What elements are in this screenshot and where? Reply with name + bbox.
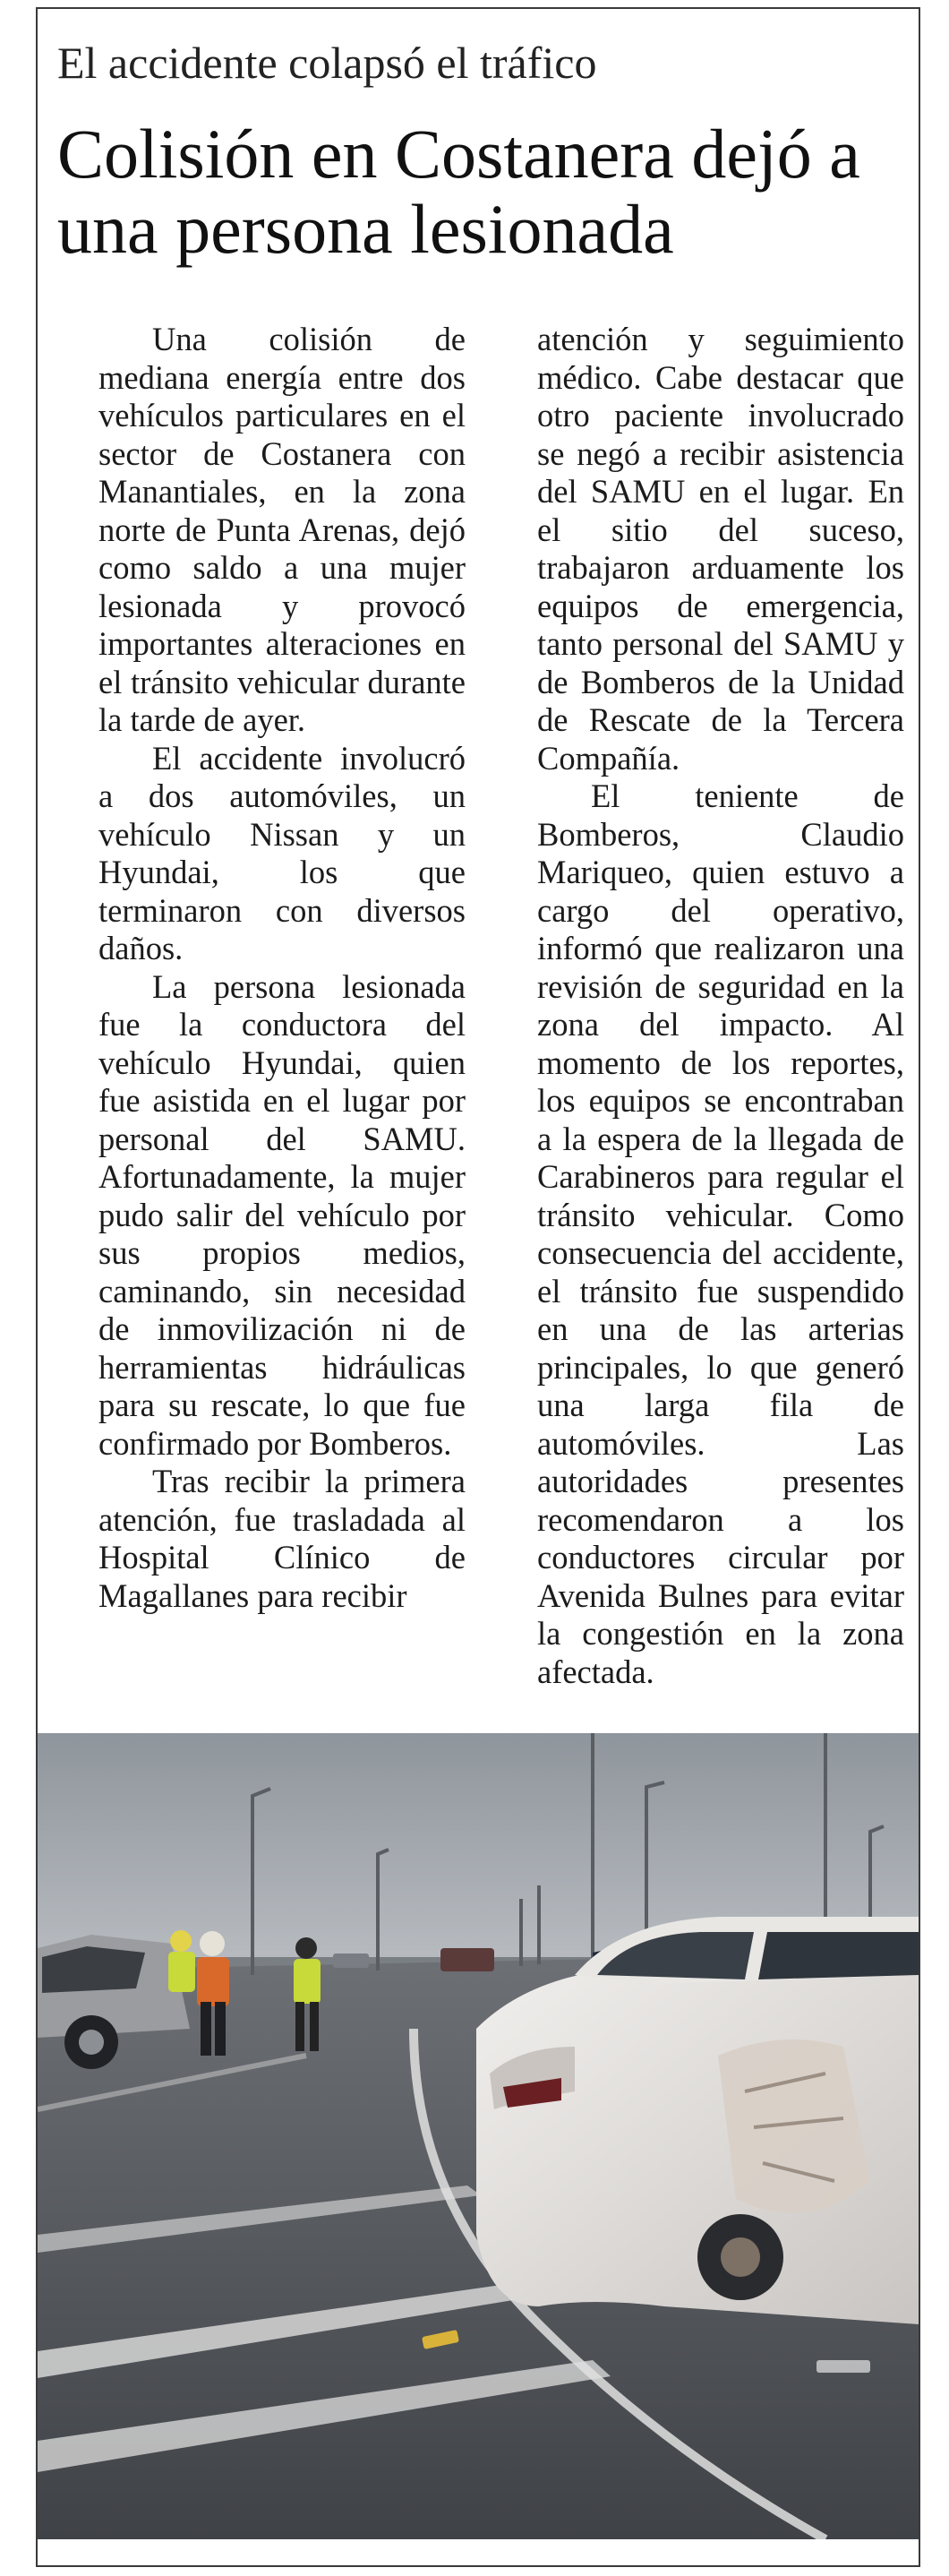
- article-column-1: [98, 321, 466, 1727]
- article-kicker: El accidente colapsó el tráfico: [57, 38, 597, 88]
- rescue-worker-yellow: [168, 1930, 195, 1992]
- article-column-2: [537, 321, 904, 1727]
- accident-scene-illustration: [38, 1733, 919, 2539]
- distant-car: [333, 1953, 369, 1968]
- paragraph: El teniente de Bomberos, Claudio Mariqueo, quien estuvo a cargo del operativo, informó que realizaron una revisión de seguridad en la zona del impacto. Al momento de los reportes, los equipos se encontraban a la espera de la llegada de Carabineros para regular el tránsito vehicular. Como consecuencia del accidente, el tránsito fue suspendido en una de las arterias principales, lo que generó una larga fila de automóviles. Las autoridades presentes recomendaron a los conductores circular por Avenida Bulnes para evitar la congestión en la zona afectada.: [537, 777, 904, 1690]
- paragraph: Una colisión de mediana energía entre dos vehículos particulares en el sector de Costanera con Manantiales, en la zona norte de Punta Arenas, dejó como saldo a una mujer lesionada y provocó importantes alteraciones en el tránsito vehicular durante la tarde de ayer.: [98, 321, 466, 738]
- article-body: [98, 321, 904, 1727]
- article-headline: Colisión en Costanera dejó a una persona lesionada: [57, 115, 860, 268]
- paragraph: La persona lesionada fue la conductora del vehículo Hyundai, quien fue asistida en el lugar por personal del SAMU. Afortunadamente, la mujer pudo salir del vehículo por sus propios medios, caminando, sin necesidad de inmovilización ni de herramientas hidráulicas para su rescate, lo que fue confirmado por Bomberos.: [98, 967, 466, 1462]
- paragraph: atención y seguimiento médico. Cabe destacar que otro paciente involucrado se negó a recibir asistencia del SAMU en el lugar. En el sitio del suceso, trabajaron arduamente los equipos de emergencia, tanto personal del SAMU y de Bomberos de la Unidad de Rescate de la Tercera Compañía.: [537, 321, 904, 777]
- paragraph: El accidente involucró a dos automóviles, un vehículo Nissan y un Hyundai, los que terminaron con diversos daños.: [98, 739, 466, 966]
- paragraph: Tras recibir la primera atención, fue trasladada al Hospital Clínico de Magallanes para recibir: [98, 1463, 466, 1614]
- debris: [816, 2360, 870, 2373]
- accident-photo: [38, 1733, 919, 2539]
- distant-car: [440, 1948, 494, 1971]
